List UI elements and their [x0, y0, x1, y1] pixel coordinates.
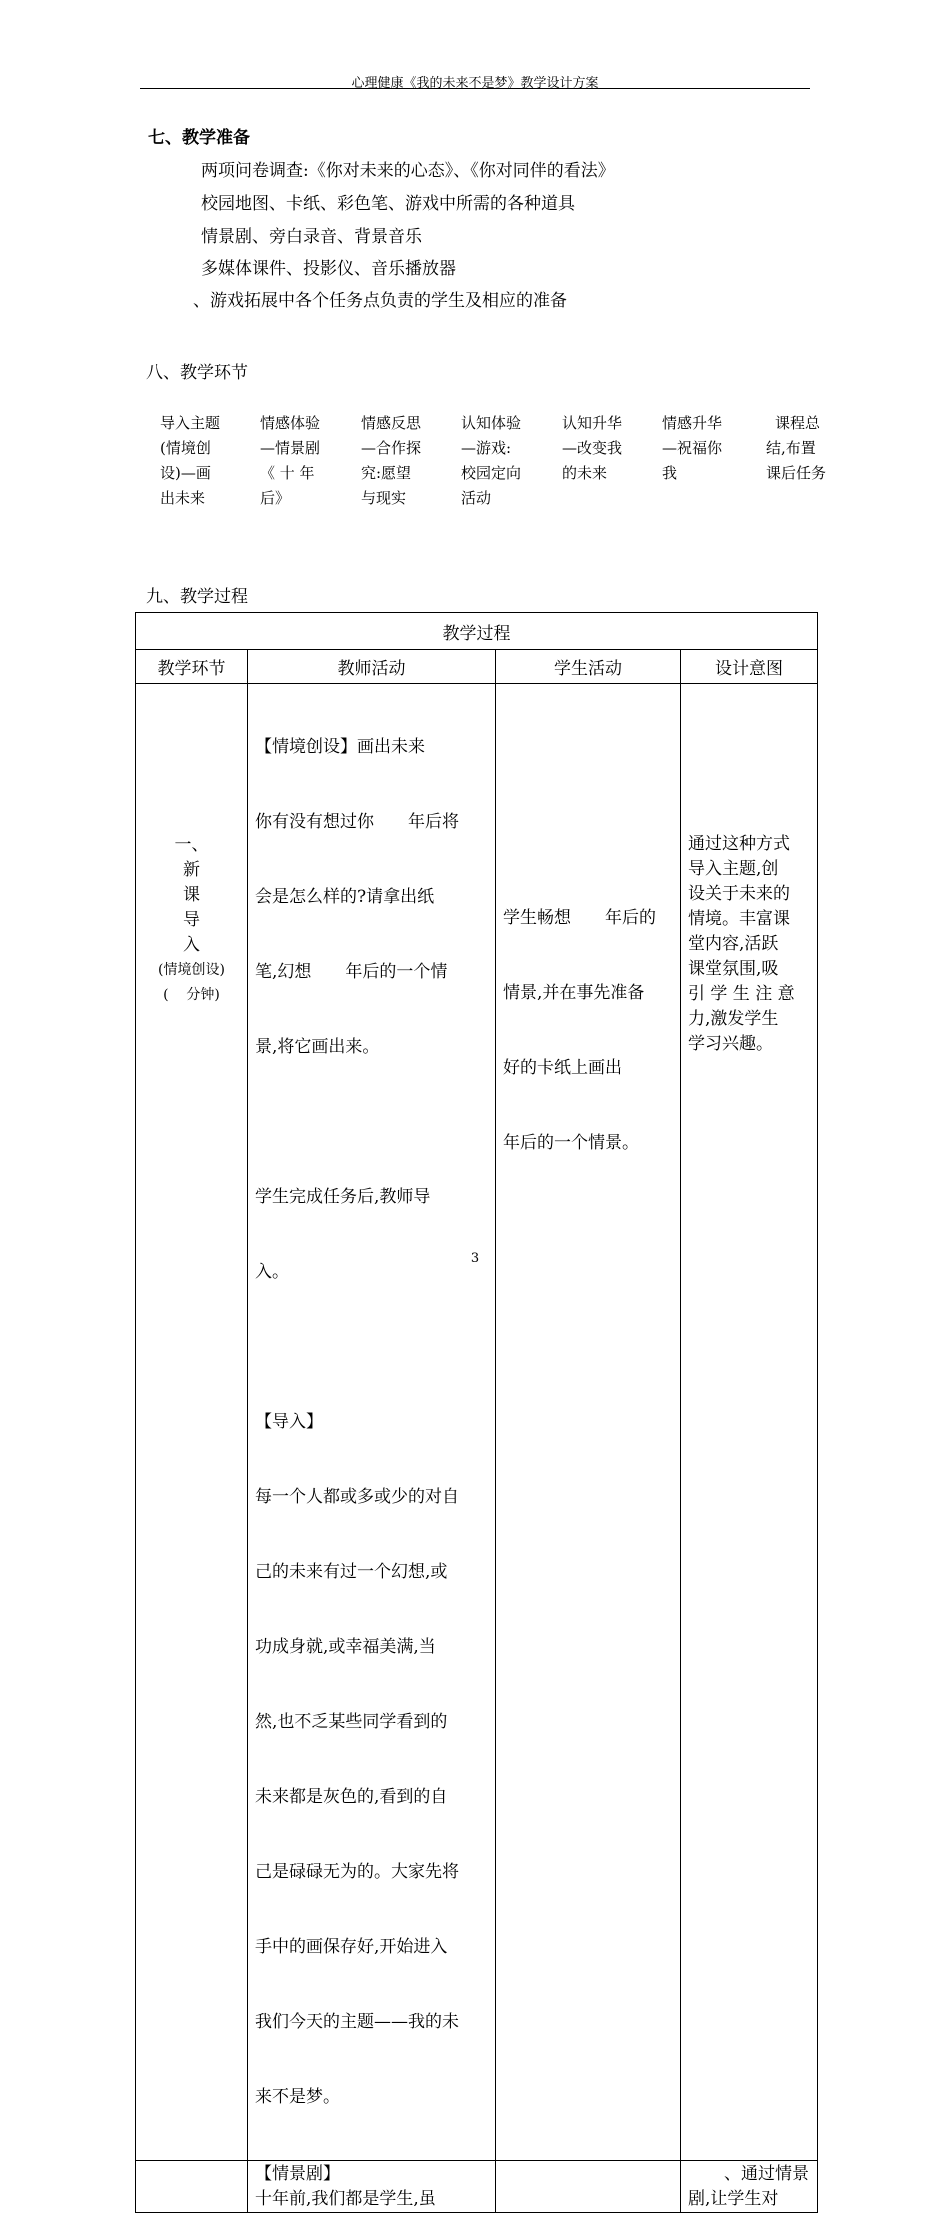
prep-item: 情景剧、旁白录音、背景音乐	[201, 227, 422, 247]
design-intent-cell	[681, 2161, 818, 2213]
stage-line: 课程总	[775, 414, 821, 432]
table-header: 教学环节	[136, 650, 248, 684]
teacher-line: 【情景剧】	[255, 2164, 340, 2184]
teacher-line: 景,将它画出来。	[255, 1037, 380, 1057]
intent-line: 力,激发学生	[688, 1009, 779, 1029]
stage-cell-line: 一、	[174, 835, 209, 855]
teacher-line: 未来都是灰色的,看到的自	[255, 1787, 448, 1807]
intent-line: 导入主题,创	[688, 859, 779, 879]
stage-block	[461, 411, 551, 511]
stage-line: 与现实	[361, 489, 407, 507]
teacher-line: 然,也不乏某些同学看到的	[255, 1712, 448, 1732]
intent-line: 剧,让学生对	[688, 2189, 779, 2209]
stage-cell-line: 新	[183, 860, 200, 880]
section9-title: 九、教学过程	[146, 587, 248, 607]
design-intent-cell	[681, 684, 818, 2161]
stage-line: 的未来	[562, 464, 608, 482]
stage-line: 情感升华	[662, 414, 723, 432]
stage-block	[662, 411, 752, 486]
teacher-line: 己的未来有过一个幻想,或	[255, 1562, 448, 1582]
teacher-line	[255, 1335, 493, 1360]
teacher-line: 入。	[255, 1262, 289, 1282]
stage-line: 结,布置	[766, 439, 816, 457]
stage-line: 导入主题	[160, 414, 221, 432]
stage-line: 我	[662, 464, 678, 482]
intent-line: 情境。丰富课	[688, 909, 790, 929]
teacher-line	[255, 1110, 493, 1135]
table-header: 学生活动	[496, 650, 681, 684]
teacher-line: 十年前,我们都是学生,虽	[255, 2189, 436, 2209]
teacher-line: 学生完成任务后,教师导	[255, 1187, 431, 1207]
student-line: 情景,并在事先准备	[503, 983, 645, 1003]
teacher-line: 己是碌碌无为的。大家先将	[255, 1862, 459, 1882]
stage-line: 情感反思	[361, 414, 422, 432]
stage-cell-line: 导	[183, 910, 200, 930]
section7-title: 七、教学准备	[148, 128, 250, 148]
teacher-line: 手中的画保存好,开始进入	[255, 1937, 448, 1957]
stage-line: —情景剧	[260, 439, 321, 457]
stage-block	[361, 411, 451, 511]
stage-line: (情境创	[160, 439, 211, 457]
stage-cell-line: 入	[183, 935, 200, 955]
stage-line: 究:愿望	[361, 464, 412, 482]
stage-cell-line: 课	[183, 885, 200, 905]
stage-cell	[136, 684, 248, 2161]
student-activity-cell	[496, 2161, 681, 2213]
teacher-line: 【导入】	[255, 1412, 323, 1432]
student-activity-cell	[496, 684, 681, 2161]
table-caption: 教学过程	[136, 613, 818, 650]
stage-line: 设)—画	[160, 464, 211, 482]
stage-cell-time: ( 分钟)	[163, 987, 220, 1003]
teacher-line: 功成身就,或幸福美满,当	[255, 1637, 436, 1657]
stage-line: 《 十 年	[260, 464, 315, 482]
process-table	[135, 612, 818, 2213]
prep-item: 校园地图、卡纸、彩色笔、游戏中所需的各种道具	[201, 194, 575, 214]
stage-line: —合作探	[361, 439, 422, 457]
teacher-line: 我们今天的主题——我的未	[255, 2012, 459, 2032]
stage-line: 后》	[260, 489, 291, 507]
intent-line: 通过这种方式	[688, 834, 790, 854]
teacher-activity-cell	[248, 2161, 496, 2213]
student-line: 学生畅想 年后的	[503, 908, 656, 928]
stage-line: —游戏:	[461, 439, 512, 457]
stage-cell-note: (情境创设)	[158, 962, 225, 978]
student-line: 好的卡纸上画出	[503, 1058, 622, 1078]
stage-line: —改变我	[562, 439, 623, 457]
stage-line: 校园定向	[461, 464, 522, 482]
prep-item: 两项问卷调查:《你对未来的心态》、《你对同伴的看法》	[201, 161, 615, 181]
table-row	[136, 2161, 818, 2213]
stage-line: 活动	[461, 489, 492, 507]
teacher-line: 会是怎么样的?请拿出纸	[255, 887, 435, 907]
intent-line: 课堂氛围,吸	[688, 959, 779, 979]
intent-line: 引 学 生 注 意	[688, 984, 795, 1004]
stage-block	[766, 411, 856, 486]
teacher-line: 【情境创设】画出未来	[255, 737, 425, 757]
intent-line: 堂内容,活跃	[688, 934, 779, 954]
stage-line: 出未来	[160, 489, 206, 507]
stage-block	[160, 411, 250, 511]
stage-block	[260, 411, 350, 511]
stage-line: —祝福你	[662, 439, 723, 457]
header-rule	[140, 88, 810, 89]
student-line: 年后的一个情景。	[503, 1133, 639, 1153]
teacher-activity-cell	[248, 684, 496, 2161]
section8-title: 八、教学环节	[146, 363, 248, 383]
stage-line: 课后任务	[766, 464, 827, 482]
stage-line: 认知升华	[562, 414, 623, 432]
prep-item: 多媒体课件、投影仪、音乐播放器	[201, 259, 456, 279]
intent-line: 学习兴趣。	[688, 1034, 773, 1054]
teacher-line: 来不是梦。	[255, 2087, 340, 2107]
teacher-line: 笔,幻想 年后的一个情	[255, 962, 448, 982]
stage-block	[562, 411, 652, 486]
stage-line: 情感体验	[260, 414, 321, 432]
intent-line: 、通过情景	[724, 2164, 809, 2184]
stage-line: 认知体验	[461, 414, 522, 432]
stage-cell	[136, 2161, 248, 2213]
page-header: 心理健康《我的未来不是梦》教学设计方案	[351, 76, 599, 91]
table-row	[136, 684, 818, 2161]
page-number: 3	[470, 1251, 480, 1266]
teacher-line: 每一个人都或多或少的对自	[255, 1487, 459, 1507]
prep-item: 、游戏拓展中各个任务点负责的学生及相应的准备	[193, 291, 567, 311]
table-header: 教师活动	[248, 650, 496, 684]
intent-line: 设关于未来的	[688, 884, 790, 904]
table-header: 设计意图	[681, 650, 818, 684]
teacher-line: 你有没有想过你 年后将	[255, 812, 459, 832]
